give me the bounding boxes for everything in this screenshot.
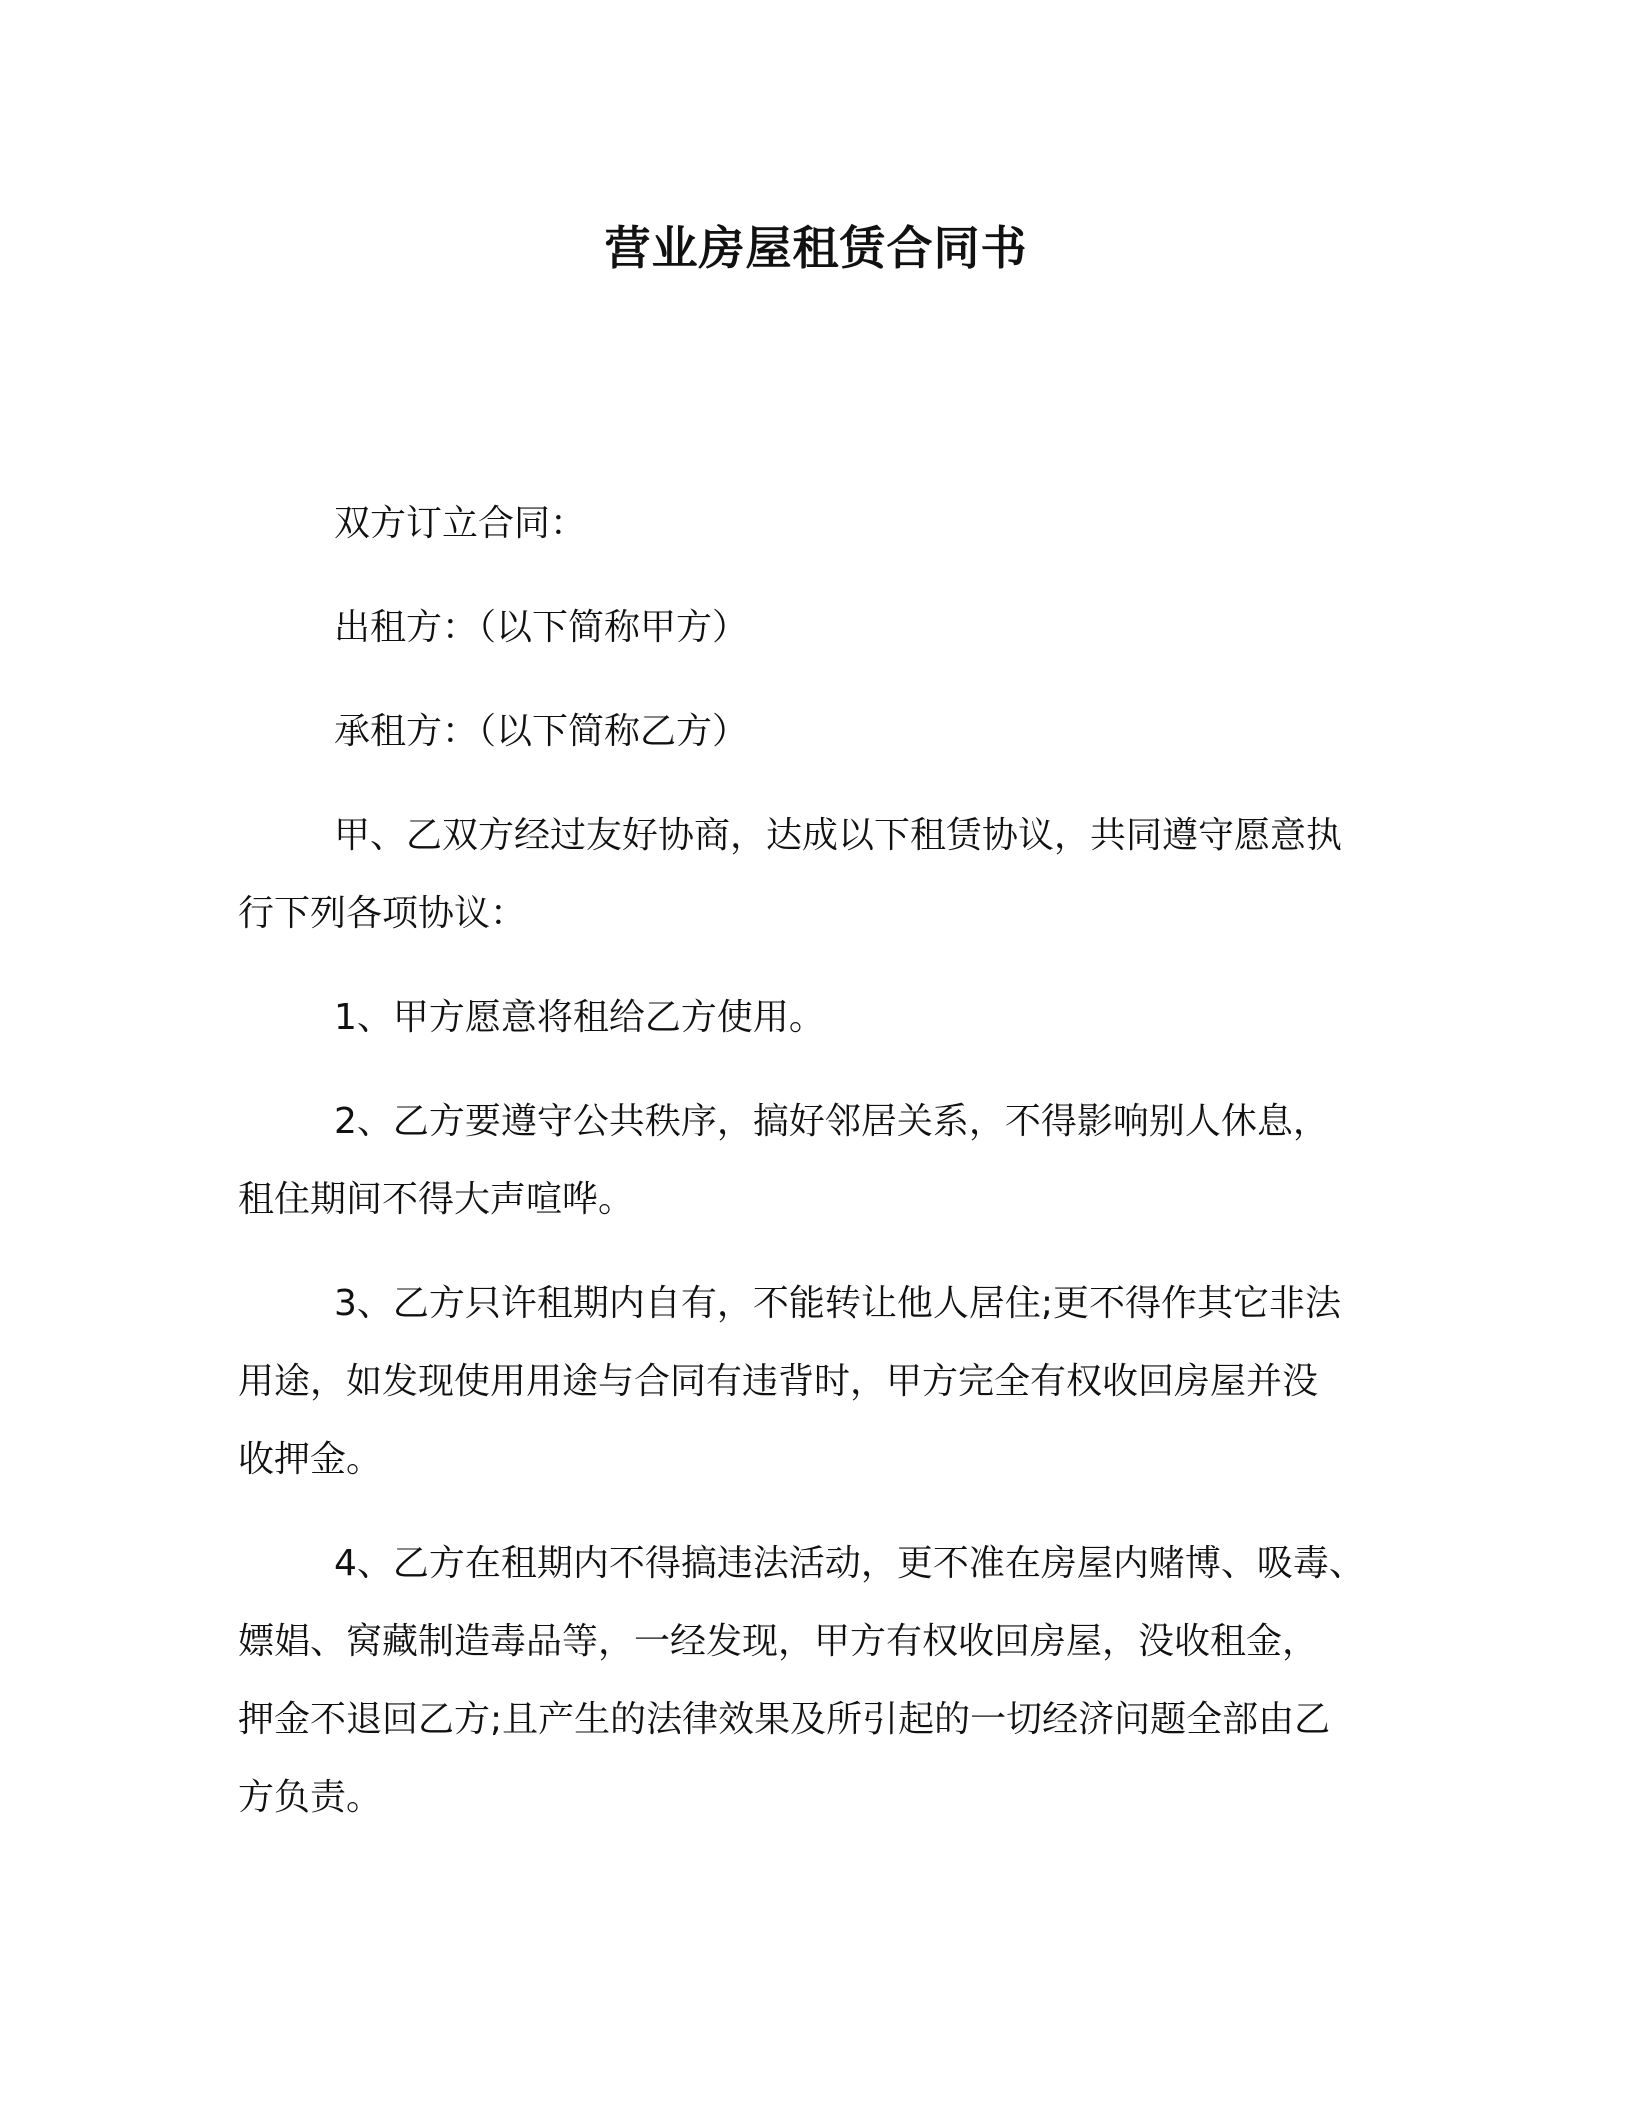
lessee-line: 承租方：（以下简称乙方） (334, 711, 749, 752)
opening-line: 双方订立合同： (334, 503, 587, 544)
clause-4-line-1: 4、乙方在租期内不得搞违法活动，更不准在房屋内赌博、吸毒、 (334, 1543, 1365, 1584)
agreement-intro-line-1: 甲、乙双方经过友好协商，达成以下租赁协议，共同遵守愿意执 (334, 815, 1343, 856)
clause-3-line-1: 3、乙方只许租期内自有，不能转让他人居住;更不得作其它非法 (334, 1283, 1342, 1324)
lessor-line: 出租方：（以下简称甲方） (334, 607, 749, 648)
clause-1: 1、甲方愿意将租给乙方使用。 (334, 997, 825, 1038)
agreement-intro-line-2: 行下列各项协议： (238, 893, 527, 934)
clause-4-line-4: 方负责。 (238, 1777, 383, 1818)
clause-4-line-3: 押金不退回乙方;且产生的法律效果及所引起的一切经济问题全部由乙 (238, 1699, 1331, 1740)
clause-2-line-1: 2、乙方要遵守公共秩序，搞好邻居关系，不得影响别人休息， (334, 1101, 1329, 1142)
clause-4-line-2: 嫖娼、窝藏制造毒品等，一经发现，甲方有权收回房屋，没收租金， (238, 1621, 1319, 1662)
clause-3-line-3: 收押金。 (238, 1439, 383, 1480)
clause-3-line-2: 用途，如发现使用用途与合同有违背时，甲方完全有权收回房屋并没 (238, 1361, 1319, 1402)
clause-2-line-2: 租住期间不得大声喧哗。 (238, 1179, 635, 1220)
document-title: 营业房屋租赁合同书 (604, 221, 1028, 275)
